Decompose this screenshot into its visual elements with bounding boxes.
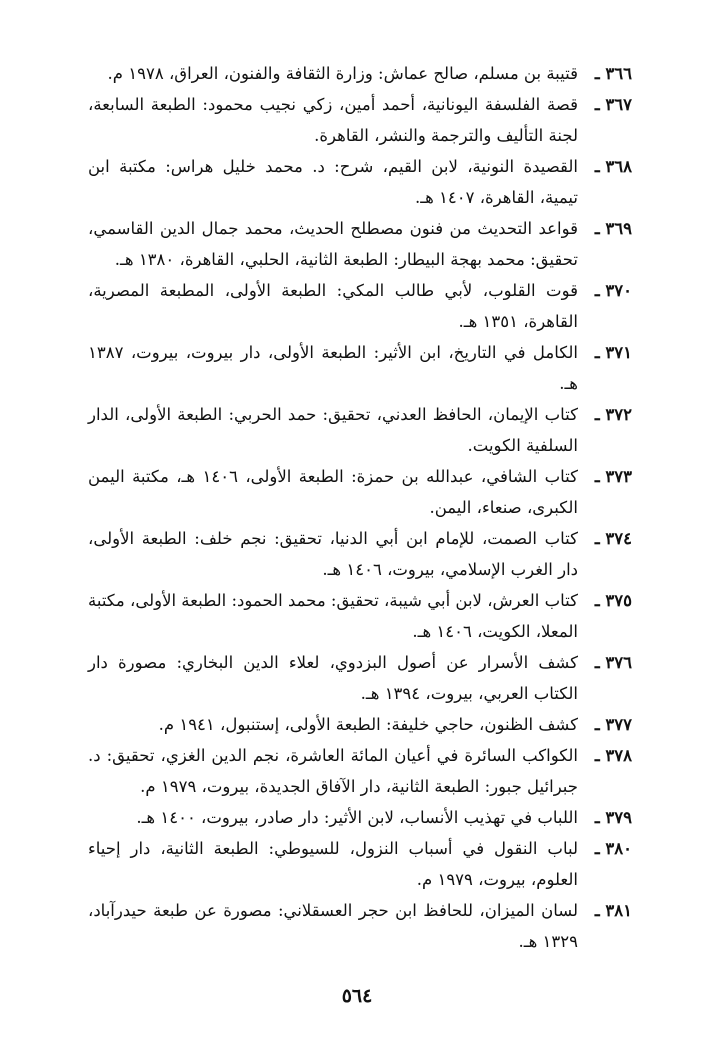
page-number: ٥٦٤: [341, 985, 373, 1007]
entry-text: كتاب الإيمان، الحافظ العدني، تحقيق: حمد الحربي: الطبعة الأولى، الدار السلفية الكويت.: [88, 405, 578, 455]
entry-text: قصة الفلسفة اليونانية، أحمد أمين، زكي نجيب محمود: الطبعة السابعة، لجنة التأليف والترجمة والنشر، القاهرة.: [88, 95, 578, 145]
bibliography-entry: [88, 647, 632, 709]
entry-text: قتيبة بن مسلم، صالح عماش: وزارة الثقافة والفنون، العراق، ١٩٧٨ م.: [107, 64, 578, 83]
bibliography-entry: [88, 151, 632, 213]
entry-number: ٣٦٧ ـ: [594, 95, 632, 114]
bibliography-entry: [88, 213, 632, 275]
entry-number: ٣٨١ ـ: [594, 901, 632, 920]
entry-number: ٣٦٨ ـ: [594, 157, 632, 176]
entry-text: القصيدة النونية، لابن القيم، شرح: د. محمد خليل هراس: مكتبة ابن تيمية، القاهرة، ١٤٠٧ هـ.: [88, 157, 578, 207]
entry-number: ٣٧٠ ـ: [594, 281, 632, 300]
bibliography-entry: [88, 585, 632, 647]
bibliography-entry: [88, 709, 632, 740]
entry-number: ٣٦٦ ـ: [594, 64, 632, 83]
entry-number: ٣٧٢ ـ: [594, 405, 632, 424]
entry-number: ٣٧١ ـ: [594, 343, 632, 362]
entry-number: ٣٧٤ ـ: [594, 529, 632, 548]
bibliography-entry: [88, 399, 632, 461]
bibliography-entry: [88, 895, 632, 957]
bibliography-entry: [88, 337, 632, 399]
entry-text: لباب النقول في أسباب النزول، للسيوطي: الطبعة الثانية، دار إحياء العلوم، بيروت، ١٩٧٩ م.: [88, 839, 578, 889]
entry-number: ٣٧٥ ـ: [594, 591, 632, 610]
entry-number: ٣٧٦ ـ: [594, 653, 632, 672]
entry-text: اللباب في تهذيب الأنساب، لابن الأثير: دار صادر، بيروت، ١٤٠٠ هـ.: [136, 808, 578, 827]
entry-text: الكواكب السائرة في أعيان المائة العاشرة، نجم الدين الغزي، تحقيق: د. جبرائيل جبور: الطبعة الثانية، دار الآفاق الجديدة، بيروت، ١٩٧٩ م.: [88, 746, 578, 796]
entry-number: ٣٧٧ ـ: [594, 715, 632, 734]
entry-number: ٣٧٨ ـ: [594, 746, 632, 765]
entry-text: كتاب العرش، لابن أبي شيبة، تحقيق: محمد الحمود: الطبعة الأولى، مكتبة المعلا، الكويت، ١٤٠٦ هـ.: [88, 591, 578, 641]
entry-number: ٣٨٠ ـ: [594, 839, 632, 858]
bibliography-entry: [88, 275, 632, 337]
bibliography-list: [88, 58, 632, 957]
entry-text: قواعد التحديث من فنون مصطلح الحديث، محمد جمال الدين القاسمي، تحقيق: محمد بهجة البيطار: الطبعة الثانية، الحلبي، القاهرة، ١٣٨٠ هـ.: [88, 219, 578, 269]
entry-number: ٣٦٩ ـ: [594, 219, 632, 238]
bibliography-entry: [88, 461, 632, 523]
bibliography-entry: [88, 58, 632, 89]
entry-text: كتاب الشافي، عبدالله بن حمزة: الطبعة الأولى، ١٤٠٦ هـ، مكتبة اليمن الكبرى، صنعاء، اليمن.: [88, 467, 578, 517]
bibliography-entry: [88, 833, 632, 895]
bibliography-entry: [88, 523, 632, 585]
entry-number: ٣٧٩ ـ: [594, 808, 632, 827]
entry-text: كشف الأسرار عن أصول البزدوي، لعلاء الدين البخاري: مصورة دار الكتاب العربي، بيروت، ١٣٩٤ هـ.: [88, 653, 578, 703]
bibliography-entry: [88, 740, 632, 802]
entry-text: لسان الميزان، للحافظ ابن حجر العسقلاني: مصورة عن طبعة حيدرآباد، ١٣٢٩ هـ.: [88, 901, 578, 951]
entry-text: كتاب الصمت، للإمام ابن أبي الدنيا، تحقيق: نجم خلف: الطبعة الأولى، دار الغرب الإسلامي، بيروت، ١٤٠٦ هـ.: [88, 529, 578, 579]
bibliography-entry: [88, 802, 632, 833]
entry-text: كشف الظنون، حاجي خليفة: الطبعة الأولى، إستنبول، ١٩٤١ م.: [158, 715, 578, 734]
entry-text: قوت القلوب، لأبي طالب المكي: الطبعة الأولى، المطبعة المصرية، القاهرة، ١٣٥١ هـ.: [88, 281, 578, 331]
entry-number: ٣٧٣ ـ: [594, 467, 632, 486]
entry-text: الكامل في التاريخ، ابن الأثير: الطبعة الأولى، دار بيروت، بيروت، ١٣٨٧ هـ.: [88, 343, 578, 393]
bibliography-entry: [88, 89, 632, 151]
